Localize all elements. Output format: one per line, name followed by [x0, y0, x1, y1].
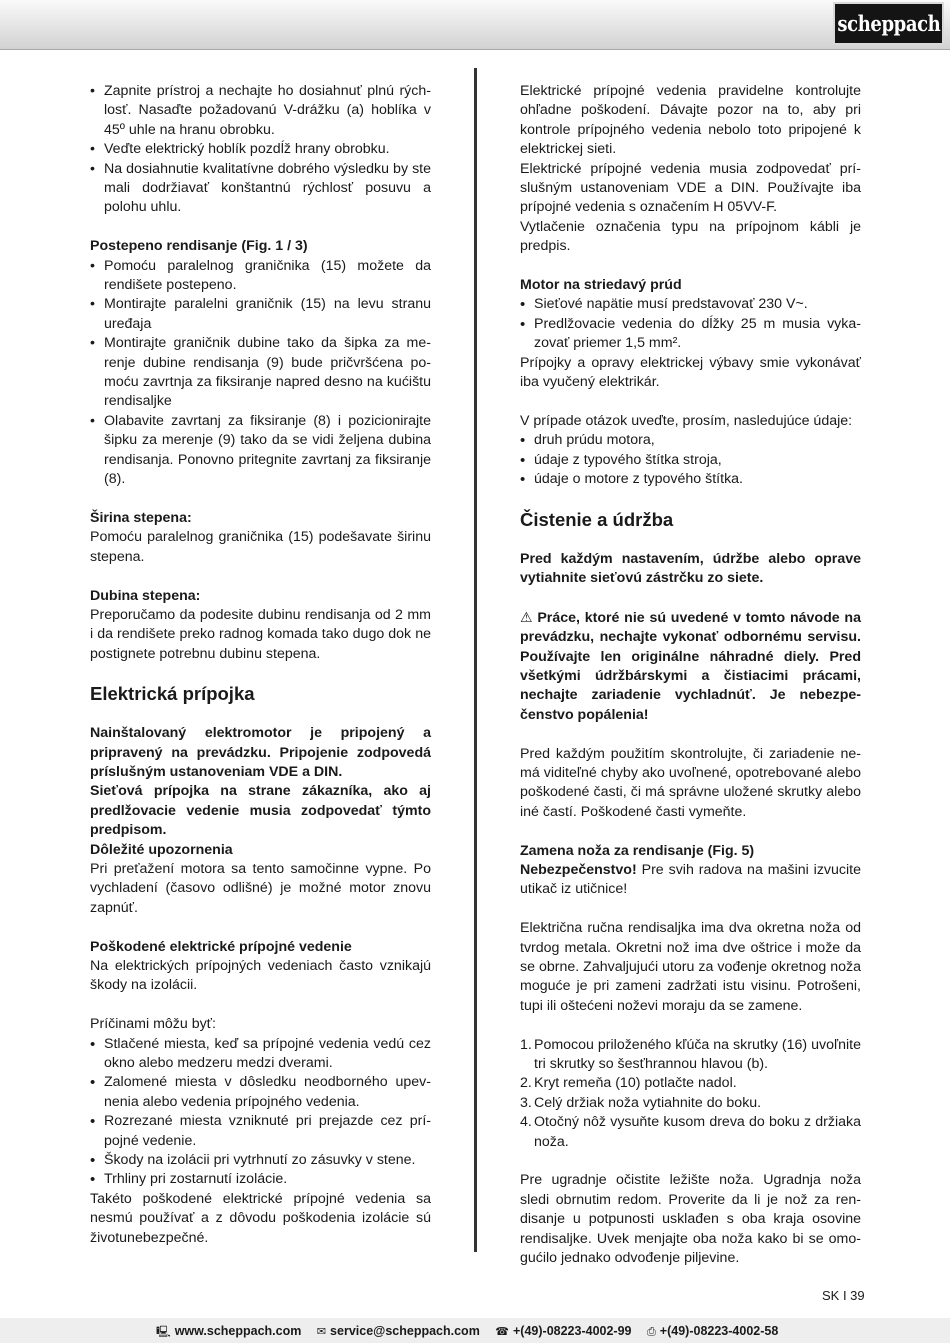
step-number: 1.: [520, 1036, 532, 1053]
left-column: [90, 82, 431, 1248]
footer-contacts: [156, 1323, 790, 1342]
cistenie-bold: Pred každým nastavením, údržbe alebo oprave vytiahnite sieťovú zástrčku zo siete.: [520, 550, 861, 586]
envelope-icon: ✉: [316, 1326, 327, 1338]
list-item: • Veďte elektrický hoblík pozdĺž hrany obrobku.: [90, 140, 431, 159]
step-number: 4.: [520, 1114, 532, 1131]
step-number: 2.: [520, 1075, 532, 1092]
phone-icon: ☎: [495, 1326, 509, 1338]
warning-triangle-icon: ⚠: [520, 608, 533, 625]
sirina-text: Pomoću paralelnog graničnika (15) podešavate širinu stepena.: [90, 529, 431, 565]
poskodene-text: Na elektrických prípojných vedeniach často vznikajú škody na izolácii.: [90, 958, 431, 994]
list-item: • Rozrezané miesta vzniknuté pri prejazde cez prípojné vedenie.: [90, 1112, 431, 1151]
poskodene-heading: Poškodené elektrické prípojné vedenie: [90, 938, 352, 955]
list-item: • Predlžovacie vedenia do dĺžky 25 m musia vykazovať priemer 1,5 mm².: [520, 315, 861, 354]
cistenie-heading: Čistenie a údržba: [520, 508, 674, 530]
footer-web-link[interactable]: www.scheppach.com: [174, 1324, 302, 1338]
pripojky-text: Prípojky a opravy elektrickej výbavy smie vykonávať iba vyučený elektrikár.: [520, 354, 861, 391]
elektricka-heading: Elektrická prípojka: [90, 683, 255, 705]
list-item: • údaje o motore z typového štítka.: [520, 470, 861, 489]
motor-bullet-list: [520, 295, 861, 353]
vytlacenie-text: Vytlačenie označenia typu na prípojnom kábli je predpis.: [520, 218, 861, 255]
footer-fax: +(49)-08223-4002-58: [659, 1324, 779, 1338]
footer-email-link[interactable]: service@scheppach.com: [330, 1324, 480, 1338]
kontrola-text: Elektrické prípojné vedenia pravidelne kontrolujte ohľadne poškodení. Dávajte pozor na to, aby pri kontrole prípojného vedenia nebolo toto pripojené k elektrickej sieti.: [520, 83, 861, 158]
postepeno-heading: Postepeno rendisanje (Fig. 1 / 3): [90, 238, 308, 255]
postepeno-bullet-list: [90, 257, 431, 490]
list-item: [520, 1113, 861, 1152]
brand-logo: [833, 2, 944, 45]
fax-icon: ⎙: [646, 1326, 656, 1338]
list-item: • Na dosiahnutie kvalitatívne dobrého výsledku by ste mali dodržiavať konštantnú rýchlosť posuvu a polohu uhlu.: [90, 160, 431, 218]
step-text: Pomocou priloženého kľúča na skrutky (16) uvoľnite tri skrutky so šesťhrannou hlavou (b).: [534, 1036, 861, 1072]
step-number: 3.: [520, 1094, 532, 1111]
vde-text: Elektrické prípojné vedenia musia zodpovedať príslušným ustanoveniam VDE a DIN. Používajte iba prípojné vedenia s označením H 05VV-F.: [520, 160, 861, 216]
dubina-heading: Dubina stepena:: [90, 587, 201, 604]
list-item: • druh prúdu motora,: [520, 431, 861, 450]
dolezite-text: Pri preťažení motora sa tento samočinne vypne. Po vychladení (časovo odlišné) je možné motor znovu zapnúť.: [90, 860, 431, 916]
step-text: Celý držiak noža vytiahnite do boku.: [534, 1094, 762, 1111]
otazky-bullet-list: [520, 431, 861, 489]
list-item: • Pomoću paralelnog graničnika (15) možete da rendišete postepeno.: [90, 257, 431, 296]
dolezite-heading: Dôležité upozornenia: [90, 841, 233, 858]
header-band: [0, 0, 950, 50]
kontrola2-text: Pred každým použitím skontrolujte, či zariadenie nemá viditeľné chyby ako uvoľnené, opotrebované alebo poškodené časti, či má správne uložené skrutky alebo iné častí. Poškodené časti vymeňte.: [520, 745, 861, 820]
brand-logo-text: scheppach: [836, 11, 941, 36]
list-item: • Škody na izolácii pri vytrhnutí zo zásuvky v stene.: [90, 1151, 431, 1170]
warning-text: Práce, ktoré nie sú uvedené v tomto návode na prevádzku, nechajte vykonať odbornému servisu. Používajte len originálne náhradné diely. Pred všetkými údržbárskymi a čistiacimi prácami, nechajte zariadenie vychladnúť. Je nebezpečenstvo popálenia!: [520, 609, 861, 723]
list-item: [520, 1094, 861, 1113]
elektricka-bold-2: Sieťová prípojka na strane zákazníka, ako aj predlžovacie vedenie musia zodpovedať týmto predpisom.: [90, 783, 431, 839]
list-item: • Zapnite prístroj a nechajte ho dosiahnuť plnú rýchlosť. Nasaďte požadovanú V-drážku (a) hoblíka v 45º uhle na hranu obrobku.: [90, 82, 431, 140]
nebezpecenstvo-label: Nebezpečenstvo!: [520, 861, 637, 878]
warning-paragraph: [520, 608, 861, 725]
list-item: • Montirajte paralelni graničnik (15) na levu stranu uređaja: [90, 295, 431, 334]
sirina-heading: Širina stepena:: [90, 509, 192, 526]
ugradnja-text: Pre ugradnje očistite ležište noža. Ugradnja noža sledi obrnutim redom. Proverite da li je nož za rendisanje u potpunosti usklađen s oba kraja osovine rendisaljke. Uvek menjajte oba noža kako bi se omogućilo jednako odvođenje piljevine.: [520, 1172, 861, 1267]
list-item: • údaje z typového štítka stroja,: [520, 451, 861, 470]
step-text: Otočný nôž vysuňte kusom dreva do boku z držiaka noža.: [534, 1114, 861, 1150]
step-text: Kryt remeňa (10) potlačte nadol.: [534, 1075, 737, 1092]
intro-bullet-list: [90, 82, 431, 218]
list-item: • Sieťové napätie musí predstavovať 230 V~.: [520, 295, 861, 314]
list-item: [520, 1036, 861, 1075]
list-item: • Stlačené miesta, keď sa prípojné vedenia vedú cez okno alebo medzeru medzi dverami.: [90, 1035, 431, 1074]
zamena-heading: Zamena noža za rendisanje (Fig. 5): [520, 842, 755, 859]
list-item: • Montirajte graničnik dubine tako da šipka za merenje dubine rendisanja (9) bude pričvršćena pomoću zavrtnja za fiksiranje napred desno na kućištu rendisaljke: [90, 334, 431, 412]
page-number: SK I 39: [822, 1288, 865, 1303]
footer-bar: [0, 1318, 950, 1343]
column-divider: [474, 68, 477, 1252]
list-item: [520, 1074, 861, 1093]
dubina-text: Preporučamo da podesite dubinu rendisanja od 2 mm i da rendišete preko radnog komada tako dugo dok ne postignete potrebnu dubinu stepena.: [90, 606, 431, 662]
otazky-intro: V prípade otázok uveďte, prosím, nasledujúce údaje:: [520, 412, 853, 429]
priciny-outro: Takéto poškodené elektrické prípojné vedenia sa nesmú používať a z dôvodu poškodenia izolácie sú životunebezpečné.: [90, 1190, 431, 1246]
priciny-intro: Príčinami môžu byť:: [90, 1016, 216, 1033]
right-column: [520, 82, 861, 1268]
list-item: • Trhliny pri zostarnutí izolácie.: [90, 1170, 431, 1189]
footer-phone: +(49)-08223-4002-99: [513, 1324, 632, 1338]
noz-text: Električna ručna rendisaljka ima dva okretna noža od tvrdog metala. Okretni nož ima dve oštrice i može da se obrne. Zahvaljujući utoru za vođenje okretnog noža moguće je pri zameni zadržati istu visinu. Potrošeni, tupi ili oštećeni noževi moraju da se zamene.: [520, 920, 861, 1014]
list-item: • Olabavite zavrtanj za fiksiranje (8) i pozicionirajte šipku za merenje (9) tako da se vidi željena dubina rendisanja. Ponovno pritegnite zavrtanj za fiksiranje (8).: [90, 412, 431, 490]
motor-heading: Motor na striedavý prúd: [520, 277, 682, 294]
nebezpecenstvo-text: Pre svih radova na mašini izvucite utikač iz utičnice!: [520, 861, 861, 898]
list-item: • Zalomené miesta v dôsledku neodborného upevnenia alebo vedenia prípojného vedenia.: [90, 1073, 431, 1112]
computer-icon: 🖳: [156, 1326, 171, 1338]
elektricka-bold-1: Nainštalovaný elektromotor je pripojený a pripravený na prevádzku. Pripojenie zodpovedá príslušným ustanoveniam VDE a DIN.: [90, 725, 431, 780]
steps-list: [520, 1036, 861, 1152]
nebezpecenstvo-paragraph: [520, 861, 861, 900]
priciny-bullet-list: [90, 1035, 431, 1190]
